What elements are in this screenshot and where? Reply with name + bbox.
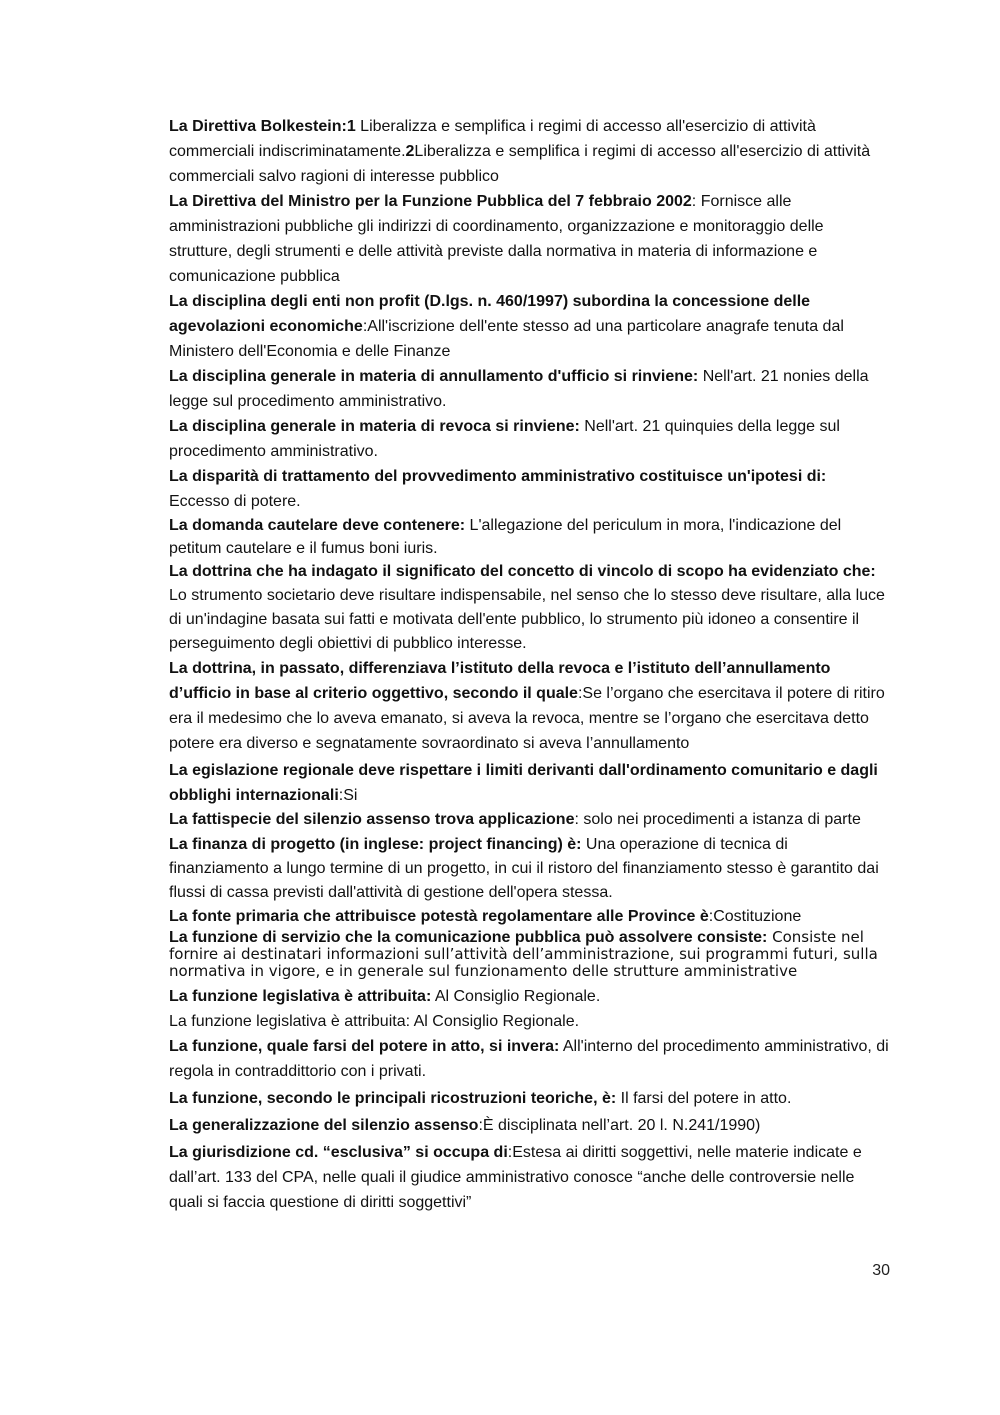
entry-answer: Una operazione di tecnica di finanziamento a lungo termine di un progetto, in cui il ristoro del finanziamento stesso è garantito dai flussi di cassa previsti dall'attività di gestione dell'opera stessa. <box>169 836 879 901</box>
entry-3 <box>169 289 891 364</box>
entry-2 <box>169 189 891 289</box>
entry-question: La funzione, quale farsi del potere in atto, si invera: <box>169 1038 560 1055</box>
page-number: 30 <box>872 1262 890 1279</box>
entry-question: La fattispecie del silenzio assenso trova applicazione <box>169 811 575 828</box>
entry-17 <box>169 1034 891 1084</box>
entry-answer-2: Liberalizza e semplifica i regimi di accesso all'esercizio di attività commerciali salvo ragioni di interesse pubblico <box>169 143 871 185</box>
entry-11 <box>169 810 891 829</box>
entry-4 <box>169 364 891 414</box>
entry-answer: :È disciplinata nell’art. 20 l. N.241/1990) <box>478 1117 761 1134</box>
entry-answer: Il farsi del potere in atto. <box>616 1090 792 1107</box>
entry-question-2: 2 <box>405 143 415 160</box>
entry-9 <box>169 656 891 756</box>
entry-answer: : solo nei procedimenti a istanza di parte <box>574 811 861 828</box>
entry-20 <box>169 1140 891 1215</box>
entry-answer: Eccesso di potere. <box>169 493 301 510</box>
entry-question: La funzione, secondo le principali ricostruzioni teoriche, è: <box>169 1090 617 1107</box>
entry-question: La disciplina generale in materia di annullamento d'ufficio si rinviene: <box>169 368 699 385</box>
entry-answer: Lo strumento societario deve risultare indispensabile, nel senso che lo stesso deve risultare, alla luce di un'indagine basata sui fatti e motivata dell'ente pubblico, lo strumento più idoneo a consentire il perseguimento degli obiettivi di pubblico interesse. <box>169 587 885 652</box>
entry-answer: : Fornisce alle amministrazioni pubbliche gli indirizzi di coordinamento, organizzazione e monitoraggio delle strutture, degli strumenti e delle attività previste dalla normativa in materia di informazione e comunicazione pubblica <box>169 193 824 285</box>
entry-answer: Al Consiglio Regionale. <box>431 988 601 1005</box>
entry-answer: :All'iscrizione dell'ente stesso ad una particolare anagrafe tenuta dal Ministero dell'Economia e delle Finanze <box>169 318 844 360</box>
entry-question: La dottrina, in passato, differenziava l’istituto della revoca e l’istituto dell’annullamento d’ufficio in base al criterio oggettivo, secondo il quale <box>169 660 831 702</box>
entry-answer: Liberalizza e semplifica i regimi di accesso all'esercizio di attività commerciali indiscriminatamente. <box>169 118 816 160</box>
entry-1 <box>169 114 891 189</box>
entry-12 <box>169 833 891 905</box>
entry-14 <box>169 929 891 980</box>
entry-question: La finanza di progetto (in inglese: project financing) è: <box>169 836 582 853</box>
entry-question: La disciplina degli enti non profit (D.lgs. n. 460/1997) subordina la concessione delle agevolazioni economiche <box>169 293 811 335</box>
entry-question: La funzione di servizio che la comunicazione pubblica può assolvere consiste: <box>169 929 768 946</box>
entry-question: La disciplina generale in materia di revoca si rinviene: <box>169 418 580 435</box>
entry-question: La Direttiva Bolkestein:1 <box>169 118 356 135</box>
entry-19 <box>169 1113 891 1138</box>
document-body <box>169 114 891 1215</box>
entry-10 <box>169 758 891 808</box>
entry-question: La dottrina che ha indagato il significato del concetto di vincolo di scopo ha evidenziato che: <box>169 563 876 580</box>
entry-answer: La funzione legislativa è attribuita: Al Consiglio Regionale. <box>169 1013 580 1030</box>
entry-answer: Consiste nel fornire ai destinatari informazioni sull’attività dell’amministrazione, sui programmi futuri, sulla normativa in vigore, e in generale sul funzionamento delle strutture amministrative <box>169 928 878 980</box>
entry-answer: Nell'art. 21 quinquies della legge sul procedimento amministrativo. <box>169 418 840 460</box>
entry-answer: :Si <box>338 787 358 804</box>
entry-13 <box>169 905 891 929</box>
entry-answer: :Estesa ai diritti soggettivi, nelle materie indicate e dall’art. 133 del CPA, nelle quali il giudice amministrativo conosce “anche delle controversie nelle quali si faccia questione di diritti soggettivi” <box>169 1144 862 1211</box>
entry-question: La funzione legislativa è attribuita: <box>169 988 432 1005</box>
entry-answer: L'allegazione del periculum in mora, l'indicazione del petitum cautelare e il fumus boni iuris. <box>169 517 842 557</box>
entry-8 <box>169 560 891 656</box>
entry-answer: Nell'art. 21 nonies della legge sul procedimento amministrativo. <box>169 368 869 410</box>
entry-answer: :Se l’organo che esercitava il potere di ritiro era il medesimo che lo aveva emanato, si aveva la revoca, mentre se l’organo che esercitava detto potere era diverso e segnatamente sovraordinato si aveva l’annullamento <box>169 685 885 752</box>
entry-7 <box>169 514 891 560</box>
entry-question: La domanda cautelare deve contenere: <box>169 517 466 534</box>
entry-question: La generalizzazione del silenzio assenso <box>169 1117 479 1134</box>
entry-answer: All'interno del procedimento amministrativo, di regola in contraddittorio con i privati. <box>169 1038 889 1080</box>
entry-5 <box>169 414 891 464</box>
entry-question: La egislazione regionale deve rispettare i limiti derivanti dall'ordinamento comunitario e dagli obblighi internazionali <box>169 762 878 804</box>
entry-question: La disparità di trattamento del provvedimento amministrativo costituisce un'ipotesi di: <box>169 468 827 485</box>
entry-18 <box>169 1086 891 1111</box>
entry-question: La giurisdizione cd. “esclusiva” si occupa di <box>169 1144 508 1161</box>
entry-15 <box>169 984 891 1009</box>
entry-16 <box>169 1009 891 1034</box>
entry-answer: :Costituzione <box>708 908 802 925</box>
entry-6 <box>169 464 891 514</box>
entry-question: La Direttiva del Ministro per la Funzione Pubblica del 7 febbraio 2002 <box>169 193 692 210</box>
entry-question: La fonte primaria che attribuisce potestà regolamentare alle Province è <box>169 908 709 925</box>
